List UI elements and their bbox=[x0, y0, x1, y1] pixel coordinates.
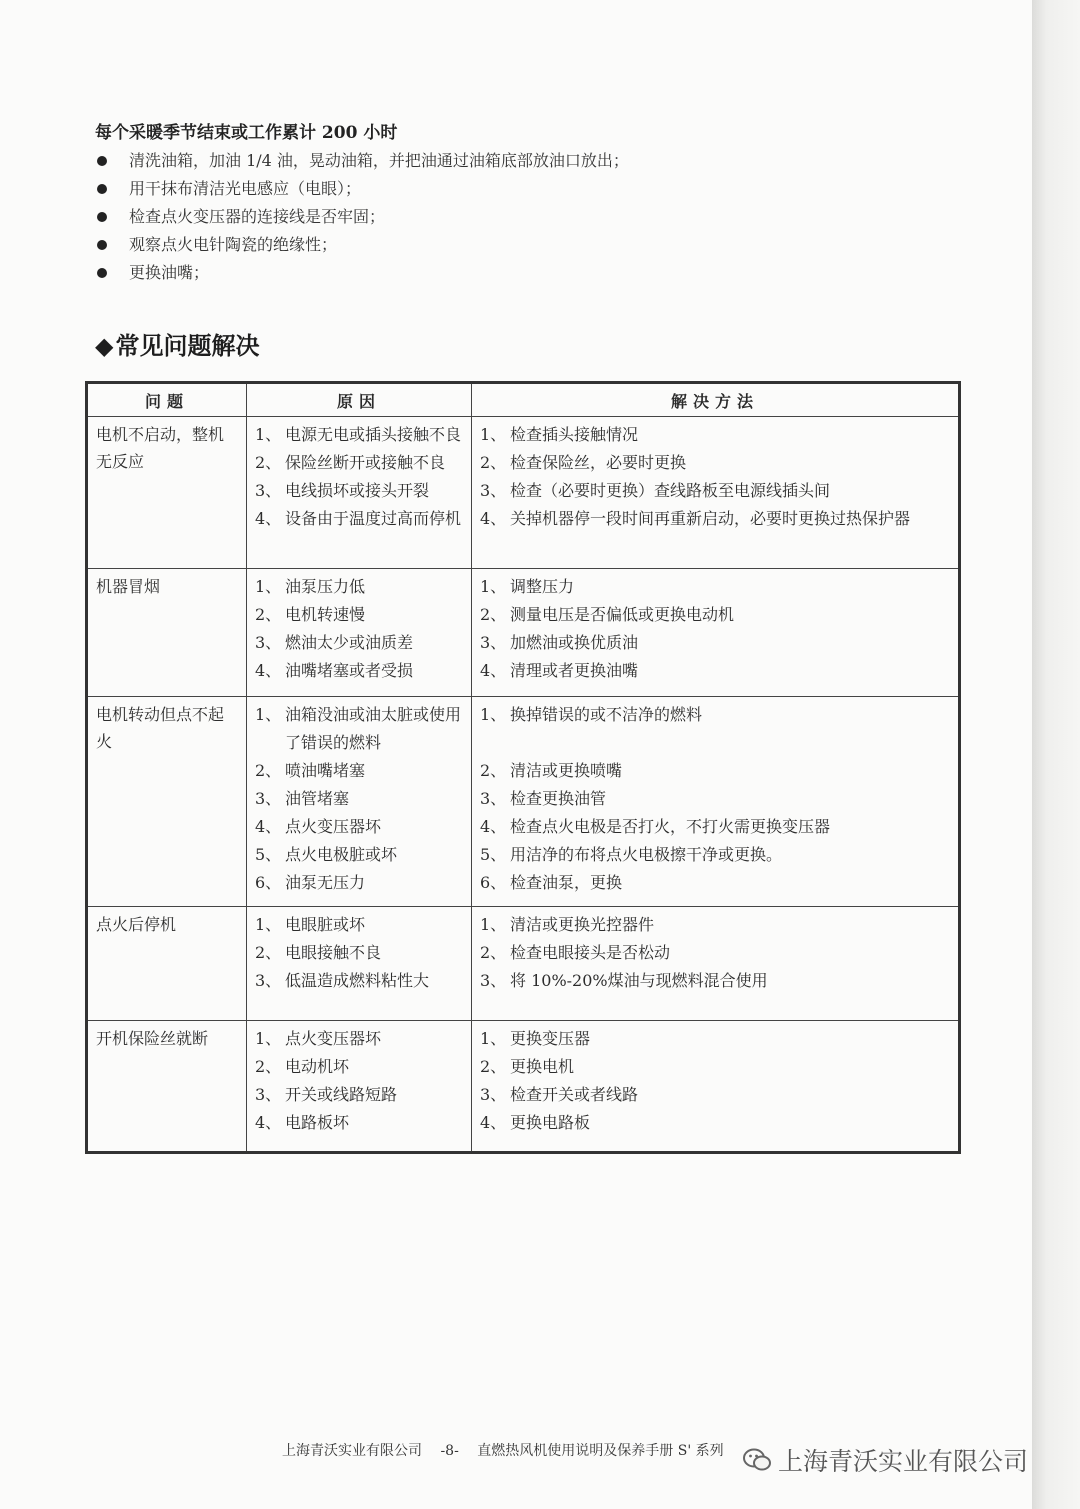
solution-number: 6、 bbox=[480, 873, 507, 892]
solution-number: 5、 bbox=[480, 845, 507, 864]
cause-number: 4、 bbox=[255, 817, 282, 836]
solution-number: 2、 bbox=[480, 605, 507, 624]
cause-number: 5、 bbox=[255, 845, 282, 864]
cause-text: 油泵无压力 bbox=[285, 873, 366, 892]
list-item bbox=[480, 1109, 950, 1137]
list-item bbox=[255, 869, 463, 897]
list-item bbox=[480, 967, 950, 995]
cause-number: 4、 bbox=[255, 509, 282, 528]
problem-cell bbox=[87, 569, 247, 697]
table-row bbox=[87, 907, 960, 1021]
list-item bbox=[480, 477, 950, 505]
cause-text: 电动机坏 bbox=[285, 1057, 350, 1076]
problem-text: 电机不启动，整机无反应 bbox=[96, 425, 225, 471]
list-item bbox=[480, 505, 950, 533]
list-item: 检查点火变压器的连接线是否牢固； bbox=[95, 203, 629, 231]
cause-number: 3、 bbox=[255, 481, 282, 500]
solution-list bbox=[480, 911, 950, 995]
cause-number: 1、 bbox=[255, 425, 282, 444]
cause-number: 2、 bbox=[255, 943, 282, 962]
maintenance-list bbox=[95, 147, 629, 287]
footer-page-number: -8- bbox=[440, 1443, 459, 1459]
cause-list bbox=[255, 1025, 463, 1137]
header-solution: 解决方法 bbox=[472, 383, 960, 417]
cause-text: 电路板坏 bbox=[285, 1113, 350, 1132]
solution-number: 1、 bbox=[480, 425, 507, 444]
solution-text: 检查插头接触情况 bbox=[510, 425, 639, 444]
solution-text: 测量电压是否偏低或更换电动机 bbox=[510, 605, 735, 624]
list-item bbox=[480, 869, 950, 897]
cause-cell bbox=[247, 697, 472, 907]
cause-text: 低温造成燃料粘性大 bbox=[285, 971, 430, 990]
cause-text: 开关或线路短路 bbox=[285, 1085, 398, 1104]
solution-text: 关掉机器停一段时间再重新启动，必要时更换过热保护器 bbox=[510, 509, 911, 528]
cause-text: 电眼接触不良 bbox=[285, 943, 382, 962]
solution-text: 清理或者更换油嘴 bbox=[510, 661, 639, 680]
table-row bbox=[87, 417, 960, 569]
list-item bbox=[480, 421, 950, 449]
cause-number: 2、 bbox=[255, 453, 282, 472]
bullet-dot-icon bbox=[97, 268, 107, 278]
list-item bbox=[480, 729, 950, 757]
bullet-dot-icon bbox=[97, 156, 107, 166]
solution-number: 2、 bbox=[480, 1057, 507, 1076]
cause-text: 点火电极脏或坏 bbox=[285, 845, 398, 864]
solution-number: 1、 bbox=[480, 915, 507, 934]
maintenance-heading: 每个采暖季节结束或工作累计 200 小时 bbox=[95, 123, 398, 143]
cause-number: 2、 bbox=[255, 761, 282, 780]
cause-text: 油箱没油或油太脏或使用了错误的燃料 bbox=[285, 705, 462, 752]
list-item bbox=[480, 939, 950, 967]
list-item bbox=[255, 785, 463, 813]
list-item bbox=[255, 701, 463, 757]
list-item bbox=[480, 701, 950, 729]
list-item bbox=[480, 757, 950, 785]
solution-number: 3、 bbox=[480, 633, 507, 652]
solution-text: 检查开关或者线路 bbox=[510, 1085, 639, 1104]
header-cause: 原因 bbox=[247, 383, 472, 417]
cause-cell bbox=[247, 417, 472, 569]
solution-text: 检查点火电极是否打火，不打火需更换变压器 bbox=[510, 817, 831, 836]
solution-number: 2、 bbox=[480, 761, 507, 780]
wechat-icon bbox=[742, 1447, 772, 1473]
solution-number: 4、 bbox=[480, 1113, 507, 1132]
cause-cell bbox=[247, 569, 472, 697]
cause-text: 保险丝断开或接触不良 bbox=[285, 453, 446, 472]
cause-text: 设备由于温度过高而停机 bbox=[285, 509, 462, 528]
cause-text: 油泵压力低 bbox=[285, 577, 366, 596]
list-item: 观察点火电针陶瓷的绝缘性； bbox=[95, 231, 629, 259]
cause-text: 电机转速慢 bbox=[285, 605, 366, 624]
cause-number: 6、 bbox=[255, 873, 282, 892]
cause-list bbox=[255, 421, 463, 533]
list-item bbox=[480, 449, 950, 477]
solution-number: 2、 bbox=[480, 453, 507, 472]
list-item bbox=[480, 785, 950, 813]
cause-number: 1、 bbox=[255, 915, 282, 934]
list-item bbox=[480, 1081, 950, 1109]
cause-text: 燃油太少或油质差 bbox=[285, 633, 414, 652]
diamond-icon: ◆ bbox=[95, 331, 114, 360]
list-item bbox=[255, 841, 463, 869]
list-item bbox=[255, 629, 463, 657]
list-item bbox=[255, 505, 463, 533]
solution-list bbox=[480, 573, 950, 685]
solution-text: 检查电眼接头是否松动 bbox=[510, 943, 671, 962]
cause-number: 1、 bbox=[255, 705, 282, 724]
cause-number: 1、 bbox=[255, 1029, 282, 1048]
cause-number: 2、 bbox=[255, 605, 282, 624]
solution-text: 调整压力 bbox=[510, 577, 575, 596]
table-row bbox=[87, 697, 960, 907]
footer-company: 上海青沃实业有限公司 bbox=[282, 1443, 422, 1459]
solution-text: 更换电路板 bbox=[510, 1113, 591, 1132]
solution-number: 4、 bbox=[480, 509, 507, 528]
cause-text: 点火变压器坏 bbox=[285, 1029, 382, 1048]
solution-cell bbox=[472, 697, 960, 907]
cause-number: 3、 bbox=[255, 789, 282, 808]
cause-text: 电线损坏或接头开裂 bbox=[285, 481, 430, 500]
solution-cell bbox=[472, 1021, 960, 1153]
list-item bbox=[255, 601, 463, 629]
solution-text: 检查（必要时更换）查线路板至电源线插头间 bbox=[510, 481, 831, 500]
solution-text: 清洁或更换喷嘴 bbox=[510, 761, 623, 780]
solution-number bbox=[480, 729, 510, 757]
solution-number: 3、 bbox=[480, 1085, 507, 1104]
problem-cell bbox=[87, 1021, 247, 1153]
solution-list bbox=[480, 701, 950, 897]
list-item bbox=[255, 911, 463, 939]
solution-number: 3、 bbox=[480, 789, 507, 808]
solution-list bbox=[480, 1025, 950, 1137]
table-header-row bbox=[87, 383, 960, 417]
solution-text: 检查更换油管 bbox=[510, 789, 607, 808]
solution-cell bbox=[472, 907, 960, 1021]
solution-text: 将 10%-20%煤油与现燃料混合使用 bbox=[510, 971, 768, 990]
list-item bbox=[255, 757, 463, 785]
header-problem: 问题 bbox=[87, 383, 247, 417]
solution-number: 1、 bbox=[480, 577, 507, 596]
solution-text: 检查油泵，更换 bbox=[510, 873, 623, 892]
solution-text: 用洁净的布将点火电极擦干净或更换。 bbox=[510, 845, 783, 864]
list-item bbox=[255, 1025, 463, 1053]
solution-text: 更换变压器 bbox=[510, 1029, 591, 1048]
cause-text: 电源无电或插头接触不良 bbox=[285, 425, 462, 444]
table-row bbox=[87, 1021, 960, 1153]
page-edge bbox=[1032, 0, 1080, 1509]
list-item: 清洗油箱，加油 1/4 油，晃动油箱，并把油通过油箱底部放油口放出； bbox=[95, 147, 629, 175]
cause-number: 4、 bbox=[255, 661, 282, 680]
cause-number: 1、 bbox=[255, 577, 282, 596]
solution-number: 2、 bbox=[480, 943, 507, 962]
solution-text: 清洁或更换光控器件 bbox=[510, 915, 655, 934]
solution-text: 检查保险丝，必要时更换 bbox=[510, 453, 687, 472]
list-item bbox=[255, 813, 463, 841]
problem-text: 开机保险丝就断 bbox=[96, 1029, 209, 1048]
list-item bbox=[480, 629, 950, 657]
cause-list bbox=[255, 911, 463, 995]
list-item bbox=[255, 1109, 463, 1137]
solution-number: 1、 bbox=[480, 705, 507, 724]
cause-list bbox=[255, 573, 463, 685]
cause-number: 2、 bbox=[255, 1057, 282, 1076]
page-footer bbox=[282, 1440, 738, 1460]
cause-number: 4、 bbox=[255, 1113, 282, 1132]
solution-text: 加燃油或换优质油 bbox=[510, 633, 639, 652]
solution-cell bbox=[472, 417, 960, 569]
cause-number: 3、 bbox=[255, 633, 282, 652]
list-item bbox=[480, 1053, 950, 1081]
cause-number: 3、 bbox=[255, 1085, 282, 1104]
list-item bbox=[255, 1081, 463, 1109]
solution-number: 4、 bbox=[480, 817, 507, 836]
cause-list bbox=[255, 701, 463, 897]
solution-cell bbox=[472, 569, 960, 697]
troubleshooting-table bbox=[85, 381, 961, 1154]
cause-text: 油嘴堵塞或者受损 bbox=[285, 661, 414, 680]
table-row bbox=[87, 569, 960, 697]
list-item bbox=[480, 601, 950, 629]
cause-text: 电眼脏或坏 bbox=[285, 915, 366, 934]
problem-text: 点火后停机 bbox=[96, 915, 177, 934]
list-item bbox=[255, 939, 463, 967]
problem-text: 机器冒烟 bbox=[96, 577, 161, 596]
problem-cell bbox=[87, 417, 247, 569]
watermark-text: 上海青沃实业有限公司 bbox=[778, 1447, 1029, 1476]
list-item bbox=[255, 421, 463, 449]
solution-text bbox=[510, 729, 950, 757]
list-item bbox=[480, 841, 950, 869]
cause-text: 油管堵塞 bbox=[285, 789, 350, 808]
list-item bbox=[480, 573, 950, 601]
problem-text: 电机转动但点不起火 bbox=[96, 705, 225, 751]
solution-number: 1、 bbox=[480, 1029, 507, 1048]
watermark bbox=[742, 1442, 1028, 1478]
list-item bbox=[480, 657, 950, 685]
solution-number: 4、 bbox=[480, 661, 507, 680]
footer-manual-title: 直燃热风机使用说明及保养手册 S' 系列 bbox=[477, 1443, 724, 1459]
list-item bbox=[480, 911, 950, 939]
list-item bbox=[480, 1025, 950, 1053]
list-item bbox=[255, 477, 463, 505]
bullet-dot-icon bbox=[97, 184, 107, 194]
cause-text: 点火变压器坏 bbox=[285, 817, 382, 836]
solution-text: 更换电机 bbox=[510, 1057, 575, 1076]
solution-number: 3、 bbox=[480, 971, 507, 990]
solution-list bbox=[480, 421, 950, 533]
list-item bbox=[255, 573, 463, 601]
cause-cell bbox=[247, 907, 472, 1021]
list-item bbox=[255, 967, 463, 995]
list-item bbox=[255, 1053, 463, 1081]
cause-cell bbox=[247, 1021, 472, 1153]
list-item: 更换油嘴； bbox=[95, 259, 629, 287]
cause-number: 3、 bbox=[255, 971, 282, 990]
problem-cell bbox=[87, 907, 247, 1021]
list-item bbox=[480, 813, 950, 841]
list-item bbox=[255, 657, 463, 685]
list-item bbox=[255, 449, 463, 477]
solution-text: 换掉错误的或不洁净的燃料 bbox=[510, 705, 703, 724]
problem-cell bbox=[87, 697, 247, 907]
solution-number: 3、 bbox=[480, 481, 507, 500]
cause-text: 喷油嘴堵塞 bbox=[285, 761, 366, 780]
section-title: ◆常见问题解决 bbox=[95, 331, 260, 360]
bullet-dot-icon bbox=[97, 240, 107, 250]
bullet-dot-icon bbox=[97, 212, 107, 222]
list-item: 用干抹布清洁光电感应（电眼）； bbox=[95, 175, 629, 203]
